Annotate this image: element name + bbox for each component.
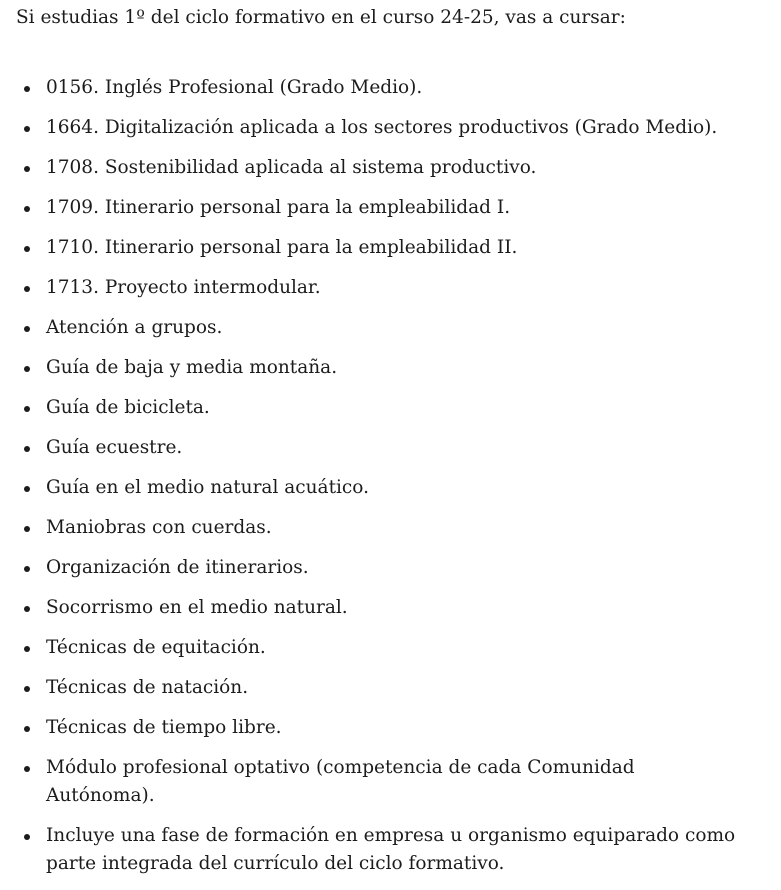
list-item <box>0 714 781 742</box>
list-item <box>0 234 781 262</box>
list-item <box>0 274 781 302</box>
module-list <box>0 74 781 890</box>
list-item-text: Guía ecuestre. <box>46 437 183 458</box>
list-item-text: 1709. Itinerario personal para la empleabilidad I. <box>46 197 511 218</box>
list-item-text: 1713. Proyecto intermodular. <box>46 277 321 298</box>
list-item <box>0 514 781 542</box>
list-item <box>0 314 781 342</box>
list-item-text: Atención a grupos. <box>46 317 223 338</box>
list-item-text: 0156. Inglés Profesional (Grado Medio). <box>46 77 423 98</box>
list-item <box>0 354 781 382</box>
bullet-icon <box>24 446 30 452</box>
bullet-icon <box>24 126 30 132</box>
list-item <box>0 394 781 422</box>
list-item-text: Guía en el medio natural acuático. <box>46 477 369 498</box>
list-item <box>0 474 781 502</box>
bullet-icon <box>24 486 30 492</box>
list-item-text: Maniobras con cuerdas. <box>46 517 272 538</box>
bullet-icon <box>24 206 30 212</box>
list-item-text: Técnicas de natación. <box>46 677 249 698</box>
bullet-icon <box>24 834 30 840</box>
bullet-icon <box>24 606 30 612</box>
bullet-icon <box>24 366 30 372</box>
bullet-icon <box>24 406 30 412</box>
bullet-icon <box>24 766 30 772</box>
list-item-text: Socorrismo en el medio natural. <box>46 597 348 618</box>
list-item <box>0 634 781 662</box>
list-item <box>0 822 781 878</box>
list-item-text: 1710. Itinerario personal para la empleabilidad II. <box>46 237 518 258</box>
bullet-icon <box>24 326 30 332</box>
bullet-icon <box>24 286 30 292</box>
bullet-icon <box>24 86 30 92</box>
intro-text: Si estudias 1º del ciclo formativo en el curso 24-25, vas a cursar: <box>16 7 626 28</box>
list-item <box>0 114 781 142</box>
list-item <box>0 154 781 182</box>
list-item-text: Técnicas de equitación. <box>46 637 266 658</box>
list-item-text: Módulo profesional optativo (competencia de cada Comunidad Autónoma). <box>46 757 635 806</box>
list-item-text: Técnicas de tiempo libre. <box>46 717 282 738</box>
list-item <box>0 194 781 222</box>
list-item-text: Incluye una fase de formación en empresa u organismo equiparado como parte integrada del currículo del ciclo formativo. <box>46 825 736 874</box>
list-item-text: Guía de bicicleta. <box>46 397 210 418</box>
list-item-text: Organización de itinerarios. <box>46 557 309 578</box>
bullet-icon <box>24 646 30 652</box>
list-item-text: 1708. Sostenibilidad aplicada al sistema productivo. <box>46 157 537 178</box>
list-item <box>0 74 781 102</box>
list-item-text: 1664. Digitalización aplicada a los sectores productivos (Grado Medio). <box>46 117 718 138</box>
list-item <box>0 434 781 462</box>
list-item-text: Guía de baja y media montaña. <box>46 357 338 378</box>
bullet-icon <box>24 166 30 172</box>
list-item <box>0 594 781 622</box>
bullet-icon <box>24 526 30 532</box>
bullet-icon <box>24 726 30 732</box>
bullet-icon <box>24 566 30 572</box>
bullet-icon <box>24 246 30 252</box>
list-item <box>0 674 781 702</box>
bullet-icon <box>24 686 30 692</box>
list-item <box>0 554 781 582</box>
list-item <box>0 754 781 810</box>
